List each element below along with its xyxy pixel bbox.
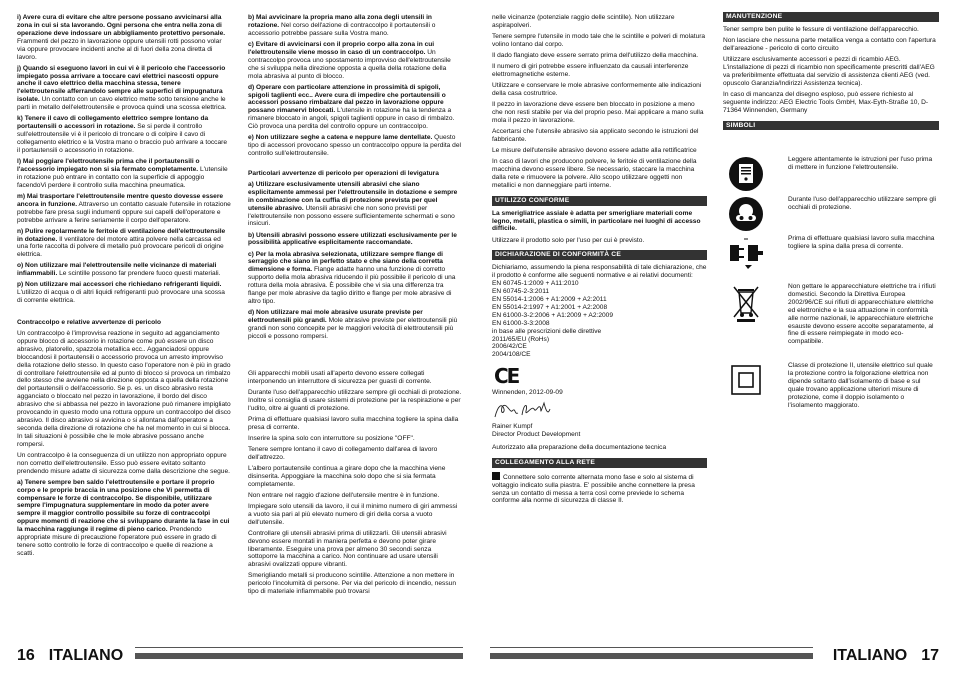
general-note: Controllare gli utensili abrasivi prima di utilizzarli. Gli utensili abrasivi devono essere montati in maniera perfetta e devono poter girare liberamente. Eseguire una prova per almeno 30 secondi senza sottoporre la macchina a carico. Non continuare ad usare utensili abrasivi ovalizzati oppure vibranti. <box>248 529 447 569</box>
grinding-d: d) Non utilizzare mai mole abrasive usurate previste per elettroutensili più grandi. Mole abrasive previste per elettroutensili più grandi non sono concepite per le maggiori velocità di elettroutensili più piccoli e possono rompersi. <box>248 309 458 340</box>
general-note: Durante l'uso dell'apparecchio utilizzare sempre gli occhiali di protezione. Inoltre si consiglia di usare sistemi di protezione per la respirazione e per l'udito, oltre ai guanti di protezione. <box>248 388 462 412</box>
grinding-note: Tenere sempre l'utensile in modo tale che le scintille e polveri di molatura volino lontano dal corpo. <box>492 33 706 48</box>
safety-warnings-list <box>17 14 231 305</box>
class-ii-icon <box>728 362 764 398</box>
warning-p: p) Non utilizzare mai accessori che richiedano refrigeranti liquidi. L'utilizzo di acqua o di altri liquidi refrigeranti può provocare una scossa di corrente elettrica. <box>17 281 225 305</box>
symbol-description: Non gettare le apparecchiature elettriche tra i rifiuti domestici. Secondo la Direttiva Europea 2002/96/CE sui rifiuti di apparecchiature elettriche ed elettroniche e la sua attuazione in conformità alle norme nazionali, le apparecchiature elettriche esauste devono essere accolte separatamente, al fine di essere reimpiegate in modo eco-compatibile. <box>788 283 936 346</box>
safety-goggles-icon <box>728 196 764 232</box>
kickback-paragraph-2: Un contraccolpo è la conseguenza di un utilizzo non appropriato oppure non corretto dell'elettroutensile. Esso può essere evitato soltanto prendendo misure adatte di sicurezza come dalla descrizione che segue. <box>17 451 230 475</box>
general-note: Gli apparecchi mobili usati all'aperto devono essere collegati interponendo un interruttore di sicurezza per guasti di corrente. <box>248 369 432 385</box>
section-band-mains: COLLEGAMENTO ALLA RETE <box>492 458 707 468</box>
technical-file-authorization: Autorizzato alla preparazione della documentazione tecnica <box>492 443 667 451</box>
left-column-1 <box>17 14 231 561</box>
general-note: L'albero portautensile continua a girare dopo che la macchina viene disinserita. Appoggiare la macchina solo dopo che si sia fermata completamente. <box>248 464 446 488</box>
language-label-right: ITALIANO <box>832 647 908 664</box>
language-label-left: ITALIANO <box>48 647 124 664</box>
grinding-a: a) Utilizzare esclusivamente utensili abrasivi che siano esplicitamente ammessi per l'elettroutensile in dotazione e sempre in combinazione con la cuffia di protezione prevista per quel utensile abrasivo. Utensili abrasivi che non sono previsti per l'elettroutensile non possono essere sufficientemente schermati e sono insicuri. <box>248 180 458 228</box>
ce-mark: CE <box>494 364 519 389</box>
conformity-list <box>492 264 707 359</box>
unplug-icon <box>728 235 764 271</box>
conformity-line: EN 61000-3-2:2006 + A1:2009 + A2:2009 <box>492 311 613 319</box>
maintenance-note: Utilizzare esclusivamente accessori e pezzi di ricambio AEG. L'installazione di pezzi di ricambio non specificamente prescritti dall'AEG va preferibilmente effettuata dal servizio di assistenza clienti AEG (ved. opuscolo Garanzia/Indirizzi Assistenza tecnica). <box>723 56 935 87</box>
warning-l: l) Mai poggiare l'elettroutensile prima che il portautensili o l'accessorio impiegato non si sia fermato completamente. L'utensile in rotazione può entrare in contatto con la superficie di appoggio facendoVi perdere il controllo sulla macchina pneumatica. <box>17 157 228 189</box>
right-column-2 <box>723 10 939 134</box>
warning-i: i) Avere cura di evitare che altre persone possano avvicinarsi alla zona in cui si sta lavorando. Ogni persona che entra nella zona di operazione deve indossare un abbigliamento protettivo personale. Frammenti del pezzo in lavorazione oppure utensili rotti possono volar via oppure provocare incidenti anche al di fuori della zona diretta di lavoro. <box>17 14 226 61</box>
grinding-note: nelle vicinanze (potenziale raggio delle scintille). Non utilizzare aspirapolveri. <box>492 14 675 29</box>
general-note: Inserire la spina solo con interruttore su posizione "OFF". <box>248 434 415 442</box>
symbol-row <box>728 362 938 409</box>
symbol-row <box>728 156 938 192</box>
general-note: Impiegare solo utensili da lavoro, il cui il minimo numero di giri ammessi a vuoto sia pari al più elevato numero di giri della corsa a vuoto dell'utensile. <box>248 502 458 526</box>
signatory-name: Rainer Kumpf <box>492 423 533 431</box>
page-number-left: 16 <box>17 647 35 664</box>
footer-rule-left <box>135 647 463 648</box>
grinding-note: In caso di lavori che producono polvere, le feritoie di ventilazione della macchina devono essere libere. Se necessario, staccare la macchina dalla rete e rimuovere la polvere. Allo scopo utilizzare oggetti non metallici e non danneggiare parti interne. <box>492 158 697 189</box>
grinding-note: Il numero di giri potrebbe essere influenzato da causali interferenze elettromagnetiche esterne. <box>492 63 689 78</box>
warning-m: m) Mai trasportare l'elettroutensile mentre questo dovesse essere ancora in funzione. Attraverso un contatto casuale l'utensile in rotazione potrebbe fare presa sugli indumenti oppure sui capelli dell'operatore e potrebbe arrivare a ferire seriamente il corpo dell'operatore. <box>17 192 231 224</box>
square-bullet-icon <box>492 472 500 480</box>
mains-connection-text: Connettere solo corrente alternata mono fase e solo al sistema di voltaggio indicato sulla piastra. E' possibile anche connettere la presa senza un contatto di messa a terra così come previede lo schema conforme alla norme di sicurezza di classe II. <box>492 473 695 505</box>
grinding-b: b) Utensili abrasivi possono essere utilizzati esclusivamente per le possibilità applicative esplicitamente raccomandate. <box>248 231 457 247</box>
conformity-line: in base alle prescrizioni delle direttive <box>492 327 602 335</box>
symbol-description: Durante l'uso dell'apparecchio utilizzare sempre gli occhiali di protezione. <box>788 196 937 211</box>
symbol-description: Classe di protezione II, utensile elettrico sul quale la protezione contro la folgorazione elettrica non dipende soltanto dall'isolamento di base e sul quale trovano applicazione ulteriori misure di protezione, come il doppio isolamento o l'isolamento maggiorato. <box>788 362 933 409</box>
general-note: Non entrare nel raggio d'azione dell'utensile mentre è in funzione. <box>248 491 440 499</box>
declaration-date: Winnenden, 2012-09-09 <box>492 389 563 397</box>
kickback-a: a) Tenere sempre ben saldo l'elettroutensile e portare il proprio corpo e le proprie braccia in una posizione che Vi permetta di compensare le forze di contraccolpo. Se disponibile, utilizzare sempre l'impugnatura supplementare in modo da poter avere sempre il maggior controllo possibile su forze di contraccolpi oppure momenti di reazione che si sviluppano durante la fase in cui la macchina raggiunge il regime di pieno carico. Prendendo appropriate misure di precauzione l'operatore può essere in grado di tenere sotto controllo le forze di contraccolpo e quelle di reazione a scatti. <box>17 478 230 557</box>
symbol-row <box>728 196 938 232</box>
footer-bar-left <box>135 653 463 659</box>
grinding-note: Il pezzo in lavorazione deve essere ben bloccato in posizione a meno che non resti stabile per via del proprio peso. Mai applicare a mano sulla mola il pezzo in lavorazione. <box>492 101 704 124</box>
weee-bin-icon <box>728 283 764 319</box>
warning-k: k) Tenere il cavo di collegamento elettrico sempre lontano da portautensili o accessori in rotazione. Se si perde il controllo sull'elettroutensile vi è il pericolo di troncare o di colpire il cavo di collegamento elettrico e la Vostra mano o braccio può arrivare a toccare il portautensili o accessorio in rotazione. <box>17 115 228 154</box>
section-band-intended-use: UTILIZZO CONFORME <box>492 196 707 206</box>
conformity-line: EN 60745-1:2009 + A11:2010 <box>492 280 579 288</box>
warning-n: n) Pulire regolarmente le feritoie di ventilazione dell'elettroutensile in dotazione. Il ventilatore del motore attira polvere nella carcassa ed una forte raccolta di polvere di metallo può provocare pericoli di origine elettrica. <box>17 227 226 259</box>
conformity-line: EN 61000-3-3:2008 <box>492 319 550 327</box>
kickback-b: b) Mai avvicinare la propria mano alla zona degli utensili in rotazione. Nel corso dell'azione di contraccolpo il portautensili o accessorio potrebbe passare sulla Vostra mano. <box>248 14 436 37</box>
conformity-line: EN 55014-1:2006 + A1:2009 + A2:2011 <box>492 295 607 303</box>
read-manual-icon <box>728 156 764 192</box>
footer-rule-right <box>490 647 813 648</box>
conformity-line: 2004/108/CE <box>492 351 531 359</box>
conformity-line: 2006/42/CE <box>492 343 527 351</box>
maintenance-note: In caso di mancanza del disegno esploso, può essere richiesto al seguente indirizzo: AEG Electric Tools GmbH, Max-Eyth-Straße 10, D-71364 Winnenden, Germany <box>723 90 929 114</box>
kickback-c: c) Evitare di avvicinarsi con il proprio corpo alla zona in cui l'elettroutensile viene mosso in caso di un contraccolpo. Un contraccolpo provoca uno spostamento improvviso dell'elettroutensile che si sviluppa nella direzione opposta a quella della rotazione della mola abrasiva al punto di blocco. <box>248 40 451 80</box>
right-page-footer <box>490 648 939 664</box>
section-band-symbols: SIMBOLI <box>723 121 939 131</box>
general-note: Prima di effettuare qualsiasi lavoro sulla macchina togliere la spina dalla presa di corrente. <box>248 415 459 431</box>
grinding-c: c) Per la mola abrasiva selezionata, utilizzare sempre flange di serraggio che siano in perfetto stato e che siano della corretta dimensione e forma. Flange adatte hanno una funzione di corretto supporto della mola abrasiva riducendo il più possibile il pericolo di una rottura della mola abrasiva. È possibile che vi sia una differenza tra flange per mole abrasive da taglio diritto e flange per mole abrasive di altro tipo. <box>248 250 456 305</box>
general-note: Tenere sempre lontano il cavo di collegamento dall'area di lavoro dell'attrezzo. <box>248 445 438 461</box>
warning-o: o) Non utilizzare mai l'elettroutensile nelle vicinanze di materiali infiammabili. Le scintille possono far prendere fuoco questi materiali. <box>17 262 221 278</box>
warning-j: j) Quando si eseguono lavori in cui vi è il pericolo che l'accessorio impiegato possa arrivare a toccare cavi elettrici nascosti oppure anche il cavo elettrico della macchina stessa, tenere l'elettroutensile afferrandolo sempre alle superfici di impugnatura isolate. Un contatto con un cavo elettrico mette sotto tensione anche le parti in metallo dell'elettroutensile e provoca quindi una scossa elettrica. <box>17 64 227 112</box>
signature-icon <box>492 399 707 421</box>
symbol-description: Leggere attentamente le istruzioni per l'uso prima di mettere in funzione l'elettroutensile. <box>788 156 933 171</box>
intended-use-text: La smerigliatrice assiale è adatta per smerigliare materiali come legno, metalli, plastica o simili, in particolare nei luoghi di accesso difficile. <box>492 209 701 233</box>
grinding-heading: Particolari avvertenze di pericolo per operazioni di levigatura <box>248 169 439 177</box>
symbol-row <box>728 283 938 346</box>
grinding-note: Il dado flangiato deve essere serrato prima dell'utilizzo della macchina. <box>492 52 699 59</box>
conformity-line: EN 55014-2:1997 + A1:2001 + A2:2008 <box>492 303 608 311</box>
grinding-note: Utilizzare e conservare le mole abrasive conformemente alle indicazioni della casa costruttrice. <box>492 82 702 97</box>
conformity-line: 2011/65/EU (RoHs) <box>492 335 550 343</box>
grinding-note: Accertarsi che l'utensile abrasivo sia applicato secondo le istruzioni del fabbricante. <box>492 128 699 143</box>
conformity-line: EN 60745-2-3:2011 <box>492 288 550 296</box>
general-note: Smerigliando metalli si producono scintille. Attenzione a non mettere in pericolo l'incolumità di persone. Per via del pericolo di incendio, nessun tipo di materiale infiammabile può trovarsi <box>248 572 456 596</box>
page-number-right: 17 <box>921 647 939 664</box>
section-band-maintenance: MANUTENZIONE <box>723 12 939 22</box>
kickback-d: d) Operare con particolare attenzione in prossimità di spigoli, spigoli taglienti ecc.. Avere cura di impedire che portautensili o accessori possano rimbalzare dal pezzo in lavorazione oppure possano rimanervi bloccati. L'utensile in rotazione ha la tendenza a rimanere bloccato in angoli, spigoli taglienti oppure in caso di rimbalzo. Ciò provoca una perdita del controllo oppure un contraccolpo. <box>248 83 455 131</box>
right-column-1 <box>492 14 707 509</box>
grinding-note: Le misure dell'utensile abrasivo devono essere adatte alla rettificatrice <box>492 147 697 154</box>
intended-use-note: Utilizzare il prodotto solo per l'uso per cui è previsto. <box>492 236 645 244</box>
general-safety-list <box>248 370 462 596</box>
left-page-footer <box>17 648 463 664</box>
kickback-heading: Contraccolpo e relative avvertenze di pericolo <box>17 319 162 327</box>
symbol-description: Prima di effettuare qualsiasi lavoro sulla macchina togliere la spina dalla presa di corrente. <box>788 235 935 250</box>
section-band-conformity: DICHIARAZIONE DI CONFORMITÀ CE <box>492 250 707 260</box>
maintenance-note: Non lasciare che nessuna parte metallica venga a contatto con l'apertura dell'areazione - pericolo di corto circuito <box>723 37 936 52</box>
conformity-line: Dichiariamo, assumendo la piena responsabilità di tale dichiarazione, che il prodotto è conforme alle seguenti normative e ai relativi documenti: <box>492 264 707 280</box>
left-column-2 <box>248 14 462 599</box>
maintenance-note: Tener sempre ben pulite le fessure di ventilazione dell'apparecchio. <box>723 25 919 33</box>
kickback-e: e) Non utilizzare seghe a catena e neppure lame dentellate. Questo tipo di accessori provocano spesso un contraccolpo oppure la perdita del controllo sull'elettroutensile. <box>248 134 461 158</box>
kickback-paragraph: Un contraccolpo è l'improvvisa reazione in seguito ad agganciamento oppure blocco di accessorio in rotazione come può essere un disco abrasivo, platorello, spazzola metallica ecc.. Agganciadosi oppure bloccandosi il portautensili o accessorio provoca un arresto improvviso della rotazione dello stesso. In questo caso l'operatore non è più in grado di controllare l'elettroutensile ed al punto di blocco si provoca un rimbalzo dello stesso che avviene nella direzione opposta a quella della rotazione del portautensili o dell'accessorio. Se p. es. un disco abrasivo resta agganciato o bloccato nel pezzo in lavorazione, il bordo del disco abrasivo che si abbassa nel pezzo in lavorazione può rimanere impigliato provocando in questo modo una rottura oppure un contraccolpo del disco abrasivo. Il disco abrasivo si avvicina o si allontana dall'operatore a seconda della direzione di rotazione che ha nel momento in cui si blocca. In tali situazioni è possibile che le mole abrasive possano anche rompersi. <box>17 330 231 448</box>
symbol-row <box>728 235 938 271</box>
footer-bar-right <box>490 653 813 659</box>
signatory-role: Director Product Development <box>492 431 581 439</box>
